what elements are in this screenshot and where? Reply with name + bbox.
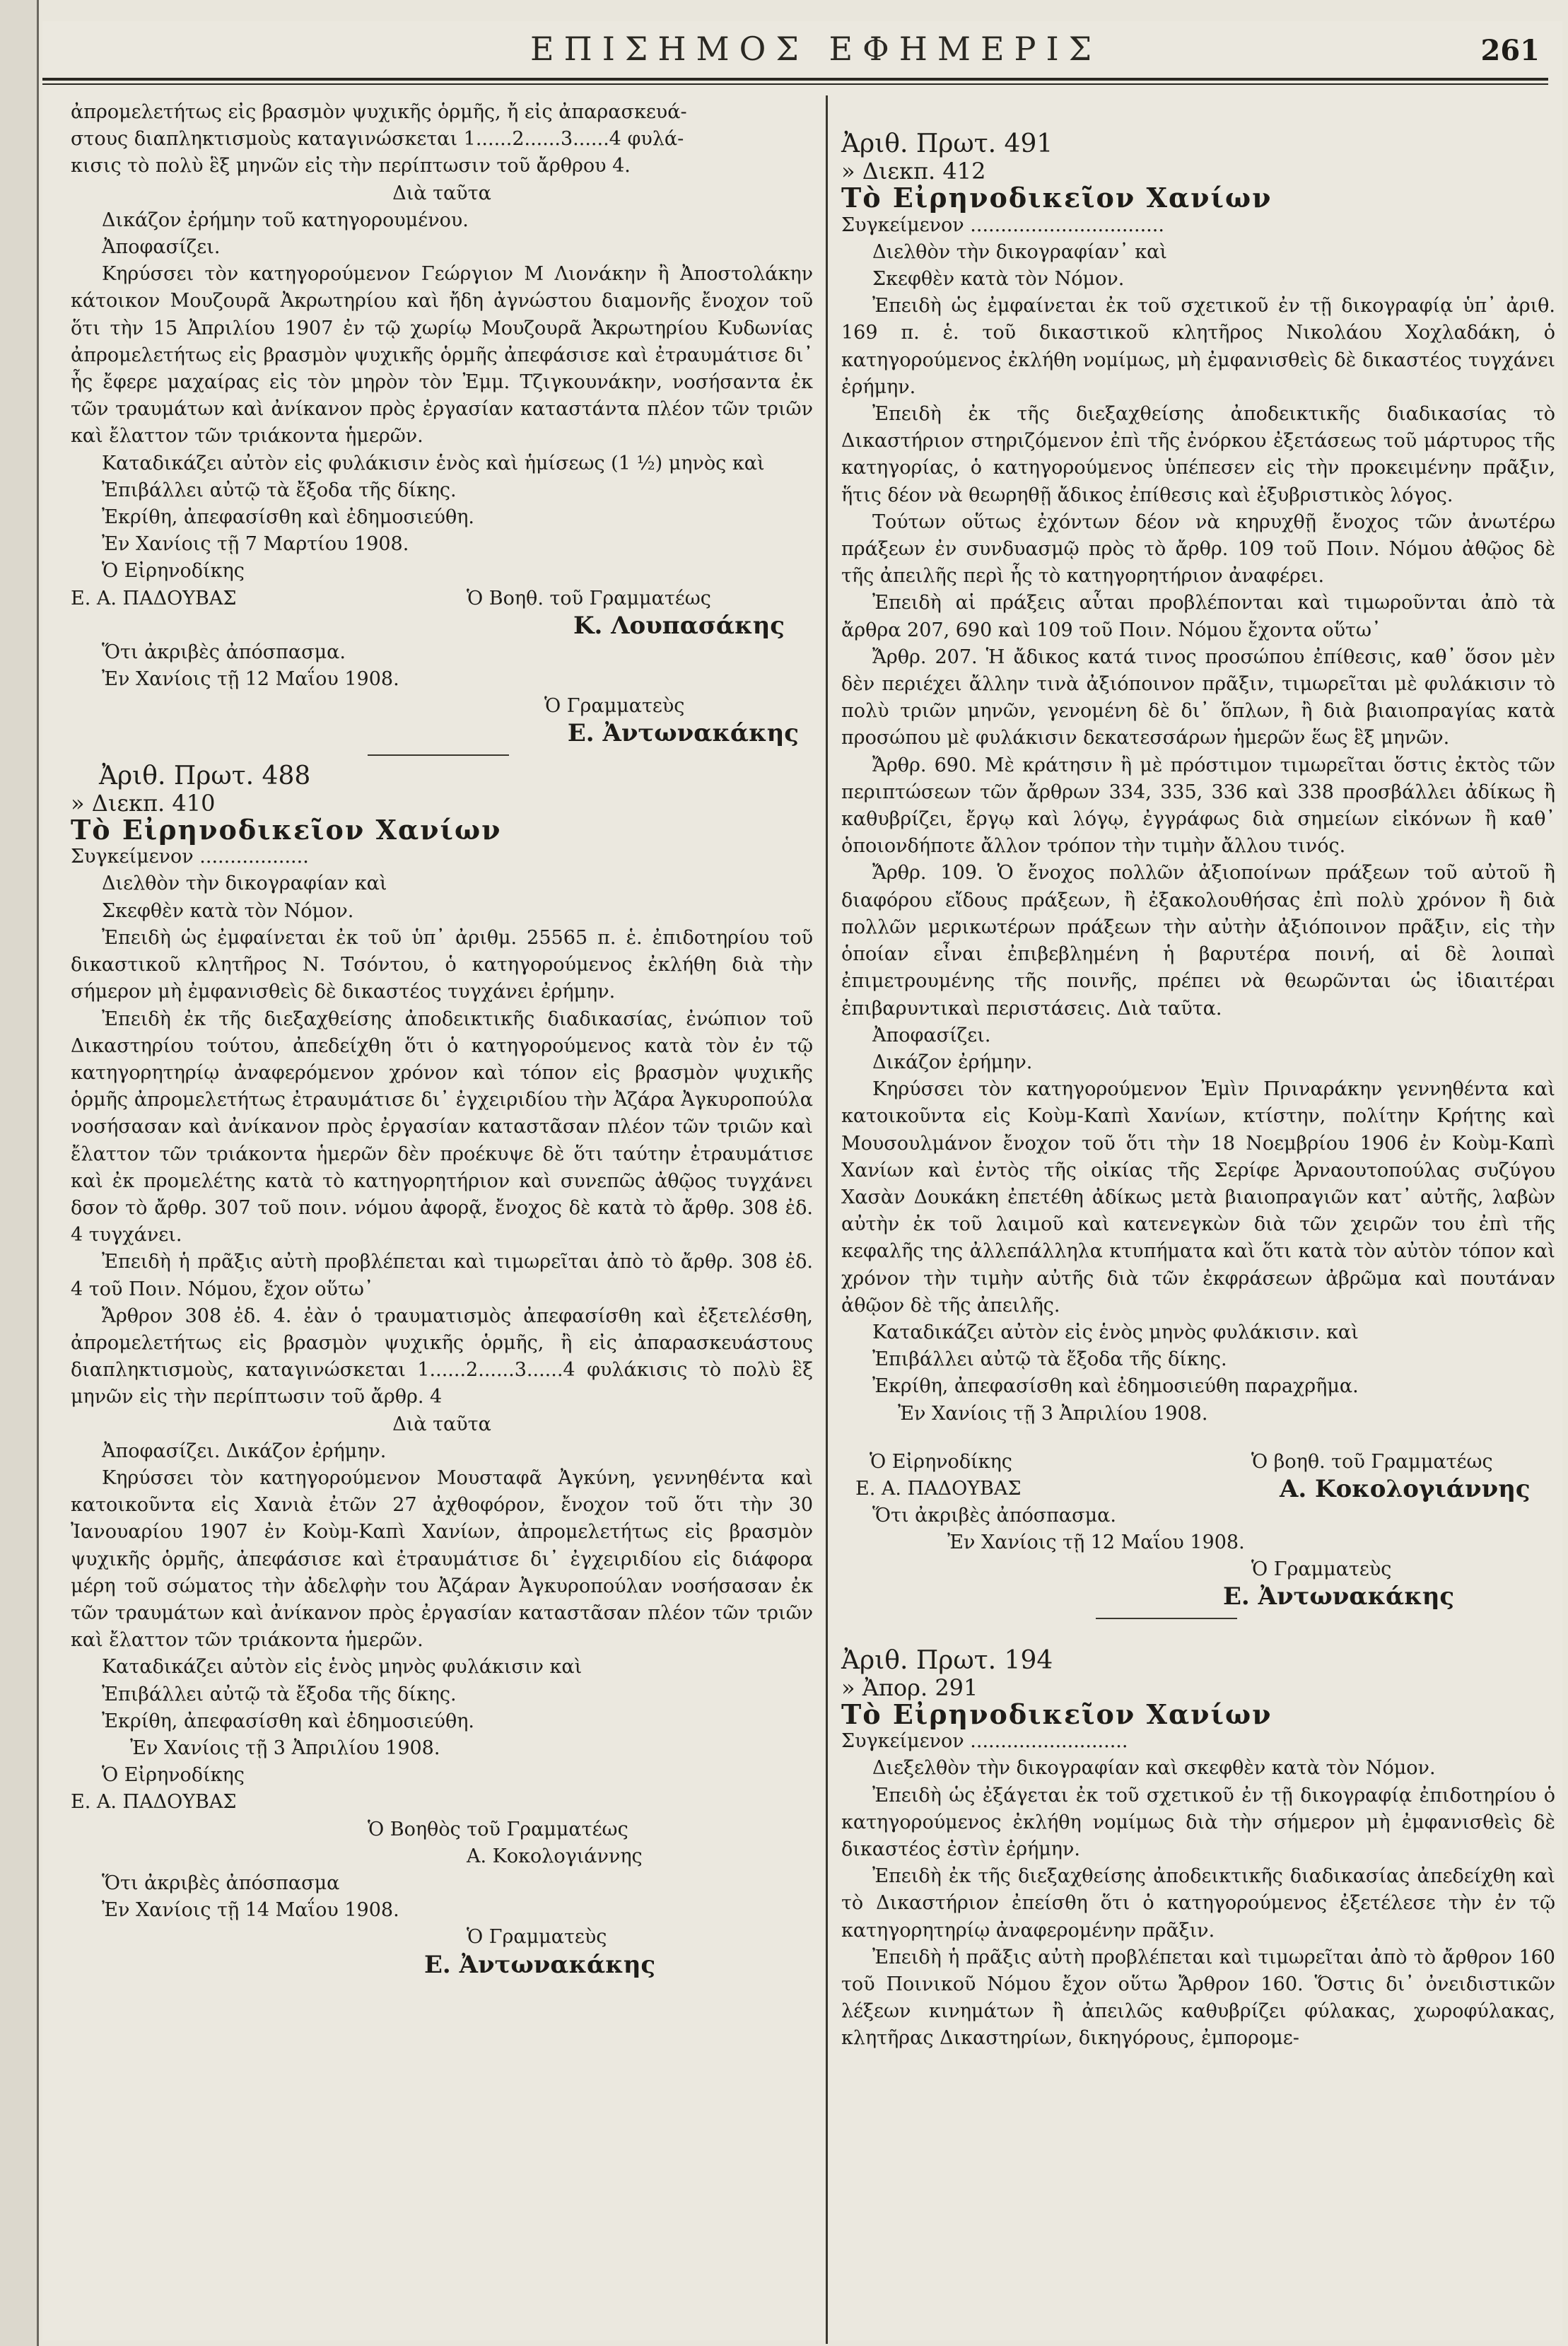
dispatch-number: » Διεκπ. 410: [71, 789, 216, 817]
judgment-paragraph: Ἐπειδὴ ὡς ἐξάγεται ἐκ τοῦ σχετικοῦ ἐν τῇ δικογραφίᾳ ἐπιδοτηρίου ὁ κατηγορούμενος ἐκλήθη νομίμως διὰ τὴν σήμερον μὴ ἐμφανισθεὶς δὲ δικαστέος ἐστὶν ἐρήμην.: [841, 1784, 1555, 1860]
dia-tauta: Διὰ ταῦτα: [392, 1413, 491, 1435]
judge-title: Ὁ Εἰρηνοδίκης: [102, 1764, 245, 1787]
reviewed: Διελθὸν τὴν δικογραφίαν καὶ: [102, 873, 387, 895]
judgment-paragraph: Ἐπειδὴ ἡ πρᾶξις αὐτὴ προβλέπεται καὶ τιμωρεῖται ἀπὸ τὸ ἄρθρ. 308 ἐδ. 4 τοῦ Ποιν. Νόμου, ἔχον οὕτω᾽: [71, 1251, 813, 1300]
section-separator: [1096, 1618, 1237, 1619]
binding-edge: [0, 0, 39, 2346]
judgment-paragraph: Κηρύσσει τὸν κατηγορούμενον Ἐμὶν Πριναράκην γεννηθέντα καὶ κατοικοῦντα εἰς Κοὺμ-Καπὶ Χανίων, κτίστην, πολίτην Κρήτης καὶ Μουσουλμάνον ἔνοχον τοῦ ὅτι τὴν 18 Νοεμβρίου 1906 ἐν Κοὺμ-Καπὶ Χανίων καὶ ἐντὸς τῆς οἰκίας τῆς Σερίφε Ἀρναουτοπούλας συζύγου Χασὰν Δουκάκη ἐπετέθη ἀδίκως μετὰ βιαιοπραγιῶν κατ᾽ αὐτῆς, λαβὼν αὐτὴν ἐκ τοῦ λαιμοῦ καὶ κατενεγκὼν διὰ τῶν χειρῶν του ἐπὶ τῆς κεφαλῆς της ἀλλεπάλληλα κτυπήματα καὶ ὅτι κατὰ τὸν αὐτὸν τόπον καὶ χρόνον τὴν τιμὴν αὐτῆς διὰ τῶν ἐκφράσεων ἀβρῶμα καὶ πουτάναν ἀθῷον δὲ τῆς ἀπειλῆς.: [841, 1078, 1555, 1317]
sentence: Καταδικάζει αὐτὸν εἰς ἑνὸς μηνὸς φυλάκισιν. καὶ: [872, 1321, 1359, 1343]
composed: Συγκείμενον ..........................: [841, 1730, 1128, 1753]
date-line: Ἐν Χανίοις τῇ 7 Μαρτίου 1908.: [102, 533, 409, 556]
judged: Ἐκρίθη, ἀπεφασίσθη καὶ ἐδημοσιεύθη.: [102, 506, 474, 529]
judgment-paragraph: Ἐπειδὴ αἱ πράξεις αὗται προβλέπονται καὶ τιμωροῦνται ἀπὸ τὰ ἄρθρα 207, 690 καὶ 109 τοῦ Ποιν. Νόμου ἔχοντα οὕτω᾽: [841, 592, 1555, 641]
spacer: [841, 1626, 1555, 1647]
page-header: [42, 25, 1548, 75]
signature-row: [841, 1476, 1555, 1502]
composed: Συγκείμενον ................................: [841, 214, 1164, 236]
page-number: 261: [1480, 34, 1540, 67]
secretary-name: Ε. Ἀντωνακάκης: [567, 719, 799, 748]
sentence: Καταδικάζει αὐτὸν εἰς φυλάκισιν ἑνὸς καὶ ἡμίσεως (1 ½) μηνὸς καὶ: [102, 452, 765, 474]
assistant-name: Α. Κοκολογιάννης: [467, 1845, 643, 1867]
judgment-paragraph: Ἄρθρ. 207. Ἡ ἄδικος κατά τινος προσώπου ἐπίθεσις, καθ᾽ ὅσον μὲν δὲν περιέχει ἄλλην τινὰ ἀξιόποινον πρᾶξιν, τιμωρεῖται μὲ φυλάκισιν τὸ πολὺ τριῶν μηνῶν, γενομένη δὲ δι᾽ ὅπλων, ἢ διὰ βιαιοπραγίας κατὰ προσώπου μὲ φυλάκισιν δεκατεσσάρων ἡμερῶν ἕως ἓξ μηνῶν.: [841, 646, 1555, 749]
spacer: [841, 1428, 1555, 1449]
protocol-number: Ἀριθ. Πρωτ. 488: [99, 761, 311, 790]
section-separator: [368, 754, 509, 756]
header-rule: [42, 78, 1548, 81]
judged: Ἐκρίθη, ἀπεφασίσθη καὶ ἐδημοσιεύθη.: [102, 1710, 474, 1732]
judgment-paragraph: Ἄρθρ. 690. Μὲ κράτησιν ἢ μὲ πρόστιμον τιμωρεῖται ὅστις ἐκτὸς τῶν περιπτώσεων τῶν ἄρθρων 334, 335, 336 καὶ 338 προσβάλλει ἀδίκως ἢ καθυβρίζει, ἔργῳ καὶ λόγῳ, ἐγγράφως διὰ σημείων εἰκόνων ἢ καθ᾽ ὁποιονδήποτε ἄλλον τρόπον τὴν τιμὴν ἄλλου τινός.: [841, 754, 1555, 858]
intro-line: κισις τὸ πολὺ ἓξ μηνῶν εἰς τὴν περίπτωσιν τοῦ ἄρθρου 4.: [71, 155, 631, 177]
copy-date: Ἐν Χανίοις τῇ 12 Μαΐου 1908.: [102, 668, 399, 691]
newspaper-title: ΕΠΙΣΗΜΟΣ ΕΦΗΜΕΡΙΣ: [530, 30, 1102, 68]
intro-line: στους διαπληκτισμοὺς καταγινώσκεται 1......2......3......4 φυλά-: [71, 128, 684, 151]
judgment-paragraph: Τούτων οὕτως ἐχόντων δέον νὰ κηρυχθῇ ἔνοχος τῶν ἀνωτέρω πράξεων ἐν συνδυασμῷ πρὸς τὸ ἄρθρ. 109 τοῦ Ποιν. Νόμου ἀθῷος δὲ τῆς ἀπειλῆς περὶ ἧς τὸ κατηγορητήριον ἀναφέρει.: [841, 510, 1555, 588]
composed: Συγκείμενον ..................: [71, 846, 309, 868]
date-line: Ἐν Χανίοις τῇ 3 Ἀπριλίου 1908.: [898, 1402, 1208, 1425]
judgment-paragraph: Ἐπειδὴ ἐκ τῆς διεξαχθείσης ἀποδεικτικῆς διαδικασίας, ἐνώπιον τοῦ Δικαστηρίου τούτου, ἀπεδείχθη ὅτι ὁ κατηγορούμενος κατὰ τὸν ἐν τῷ κατηγορητηρίῳ ἀναφερόμενον χρόνον καὶ τόπον εἰς βρασμὸν ψυχικῆς ὁρμῆς ἀπρομελετήτως ἐτραυμάτισε δι᾽ ἐγχειριδίου τὴν Ἀζάρα Ἀγκυροπούλα νοσήσασαν καὶ ἀνίκανον πρὸς ἐργασίαν καταστᾶσαν πλέον τῶν τριῶν καὶ ἔλαττον τῶν τριάκοντα ἡμερῶν δὲν προέκυψε δὲ ὅτι ταύτην ἐτραυμάτισε καὶ ἐκ προμελέτης κατὰ τὸ κατηγορητήριον καὶ συνεπῶς ἀθῷος τυγχάνει δσον τὸ ἄρθρ. 307 τοῦ ποιν. νόμου ἀφορᾷ, ἔνοχος δὲ κατὰ τὸ ἄρθρ. 308 ἐδ. 4 τυγχάνει.: [71, 1008, 813, 1247]
decision-number: » Ἀπορ. 291: [841, 1674, 978, 1701]
secretary-title: Ὁ Γραμματεὺς: [544, 695, 685, 718]
copy-note: Ὅτι ἀκριβὲς ἀπόσπασμα: [102, 1872, 340, 1894]
judgment-paragraph: Ἐπειδὴ ὡς ἐμφαίνεται ἐκ τοῦ ὑπ᾽ ἀριθμ. 25565 π. ἑ. ἐπιδοτηρίου τοῦ δικαστικοῦ κλητῆρος Ν. Τσόντου, ὁ κατηγορούμενος ἐκλήθη διὰ τὴν σήμερον μὴ ἐμφανισθεὶς δὲ δικαστέος τυγχάνει ἐρήμην.: [71, 926, 813, 1003]
judgment-paragraph: Ἐπειδὴ ἐκ τῆς διεξαχθείσης ἀποδεικτικῆς διαδικασίας ἀπεδείχθη καὶ τὸ Δικαστήριον ἐπείσθη ὅτι ὁ κατηγορούμενος ἐξετέλεσε τὴν ἐν τῷ κατηγορητηρίῳ ἀναφερομένην πρᾶξιν.: [841, 1865, 1555, 1942]
secretary-name: Ε. Ἀντωνακάκης: [424, 1950, 656, 1979]
date-line: Ἐν Χανίοις τῇ 3 Ἀπριλίου 1908.: [130, 1737, 440, 1759]
copy-date: Ἐν Χανίοις τῇ 14 Μαΐου 1908.: [102, 1899, 399, 1922]
right-column: [841, 131, 1555, 2053]
dikazon: Δικάζον ἐρήμην.: [872, 1051, 1033, 1073]
dia-tauta: Διὰ ταῦτα: [392, 182, 491, 204]
judge-name: Ε. Α. ΠΑΔΟΥΒΑΣ: [855, 1477, 1022, 1500]
copy-date: Ἐν Χανίοις τῇ 12 Μαΐου 1908.: [947, 1531, 1245, 1553]
apofasizei: Ἀποφασίζει.: [102, 236, 221, 259]
dispatch-number: » Διεκπ. 412: [841, 158, 986, 185]
protocol-number: Ἀριθ. Πρωτ. 491: [841, 129, 1053, 158]
assistant-title: Ὁ Βοηθὸς τοῦ Γραμματέως: [368, 1818, 628, 1840]
dikazon: Δικάζον ἐρήμην τοῦ κατηγορουμένου.: [102, 209, 469, 231]
judge-title: Ὁ Εἰρηνοδίκης: [870, 1450, 1012, 1473]
apofasizei: Ἀποφασίζει.: [872, 1024, 991, 1046]
judgment-paragraph: Ἐπειδὴ ὡς ἐμφαίνεται ἐκ τοῦ σχετικοῦ ἐν τῇ δικογραφίᾳ ὑπ᾽ ἀριθ. 169 π. ἑ. τοῦ δικαστικοῦ κλητῆρος Νικολάου Χοχλαδάκη, ὁ κατηγορούμενος ἐκλήθη νομίμως, μὴ ἐμφανισθεὶς δὲ δικαστέος τυγχάνει ἐρήμην.: [841, 295, 1555, 398]
assistant-name: Κ. Λουπασάκης: [573, 611, 785, 640]
judged: Ἐκρίθη, ἀπεφασίσθη καὶ ἐδημοσιεύθη παρaχρῆμα.: [872, 1375, 1359, 1398]
reviewed: Διελθὸν τὴν δικογραφίαν᾽ καὶ: [872, 240, 1167, 263]
secretary-title: Ὁ Γραμματεὺς: [1251, 1558, 1392, 1581]
court-heading: Τὸ Εἰρηνοδικεῖον Χανίων: [71, 814, 502, 846]
judgment-paragraph: Ἐπειδὴ ἐκ τῆς διεξαχθείσης ἀποδεικτικῆς διαδικασίας τὸ Δικαστήριον στηριζόμενον ἐπὶ τῆς ἐνόρκου ἐξετάσεως τοῦ μάρτυρος τῆς κατηγορίας, ὁ κατηγορούμενος ὑπέπεσεν εἰς τὴν προκειμένην πρᾶξιν, ἥτις δέον νὰ θεωρηθῇ ἄδικος ἐπίθεσις καὶ ἐξυβριστικὸς λόγος.: [841, 403, 1555, 506]
judgment-paragraph: Ἄρθρ. 109. Ὁ ἔνοχος πολλῶν ἀξιοποίνων πράξεων τοῦ αὐτοῦ ἢ διαφόρου εἴδους πράξεων, ἢ ἐξακολουθήσας ἐπὶ πολὺ χρόνον ἢ διὰ πολλῶν μερικωτέρων πράξεων τὴν αὐτὴν ἀξιόποινον πρᾶξιν, εἰς τὴν ὁποίαν εἶναι ἐπιβεβλημένη ἡ βαρυτέρα ποινή, αἱ δὲ λοιπαὶ ἐπιμετρουμένης τῆς ποινῆς, πρέπει νὰ θεωρῶνται ὡς ἰδιαιτέραι ἐπιβαρυντικαὶ περιστάσεις. Διὰ ταῦτα.: [841, 862, 1555, 1020]
judge-title: Ὁ Εἰρηνοδίκης: [102, 560, 245, 583]
court-heading: Τὸ Εἰρηνοδικεῖον Χανίων: [841, 1698, 1272, 1730]
assistant-title: Ὁ Βοηθ. τοῦ Γραμματέως: [467, 587, 711, 609]
considered: Σκεφθὲν κατὰ τὸν Νόμον.: [872, 268, 1125, 291]
considered: Σκεφθὲν κατὰ τὸν Νόμον.: [102, 899, 354, 922]
left-column: [71, 99, 813, 1978]
intro-line: ἀπρομελετήτως εἰς βρασμὸν ψυχικῆς ὁρμῆς, ἤ εἰς ἀπαρασκευά-: [71, 101, 687, 123]
signature-row: [71, 585, 813, 612]
protocol-number: Ἀριθ. Πρωτ. 194: [841, 1645, 1053, 1675]
judgment-paragraph: Κηρύσσει τὸν κατηγορούμενον Μουσταφᾶ Ἀγκύνη, γεννηθέντα καὶ κατοικοῦντα εἰς Χανιὰ ἐτῶν 27 ἀχθοφόρον, ἔνοχον τοῦ ὅτι τὴν 30 Ἰανουαρίου 1907 ἐν Κοὺμ-Καπὶ Χανίων, ἀπρομελετήτως εἰς βρασμὸν ψυχικῆς ὁρμῆς, ἀπεφάσισε καὶ ἐτραυμάτισε δι᾽ ἐγχειριδίου εἰς διάφορα μέρη τοῦ σώματος τὴν ἀδελφὴν του Ἀζάραν Ἀγκυροπούλαν νοσήσασαν ἐκ τῶν τραυμάτων καὶ ἀνίκανον πρὸς ἐργασίαν καταστᾶσαν πλέον τῶν τριῶν καὶ ἔλαττον τῶν τριάκοντα ἡμερῶν.: [71, 1466, 813, 1652]
header-rule-thin: [42, 83, 1548, 85]
costs: Ἐπιβάλλει αὐτῷ τὰ ἔξοδα τῆς δίκης.: [872, 1348, 1227, 1371]
court-heading: Τὸ Εἰρηνοδικεῖον Χανίων: [841, 182, 1272, 214]
copy-note: Ὅτι ἀκριβὲς ἀπόσπασμα.: [872, 1504, 1116, 1527]
copy-note: Ὅτι ἀκριβὲς ἀπόσπασμα.: [102, 641, 346, 663]
secretary-title: Ὁ Γραμματεὺς: [467, 1926, 607, 1949]
assistant-name: Α. Κοκολογιάννης: [1280, 1474, 1531, 1503]
signature-row: [841, 1449, 1555, 1476]
costs: Ἐπιβάλλει αὐτῷ τὰ ἔξοδα τῆς δίκης.: [102, 1683, 457, 1705]
apofasizei: Ἀποφασίζει. Δικάζον ἐρήμην.: [102, 1440, 387, 1462]
column-divider: [826, 95, 828, 2344]
judgment-paragraph: Κηρύσσει τὸν κατηγορούμενον Γεώργιον Μ Λιονάκην ἢ Ἀποστολάκην κάτοικον Μουζουρᾶ Ἀκρωτηρίου καὶ ἤδη ἀγνώστου διαμονῆς ἔνοχον τοῦ ὅτι τὴν 15 Ἀπριλίου 1907 ἐν τῷ χωρίῳ Μουζουρᾶ Ἀκρωτηρίου Κυδωνίας ἀπρομελετήτως εἰς βρασμὸν ψυχικῆς ὁρμῆς ἀπεφάσισε καὶ ἐτραυμάτισε δι᾽ ἧς ἔφερε μαχαίρας εἰς τὸν μηρὸν τὸν Ἐμμ. Τζιγκουνάκην, νοσήσαντα ἐκ τῶν τραυμάτων καὶ ἀνίκανον πρὸς ἐργασίαν καταστάντα πλέον τῶν τριῶν καὶ ἔλαττον τῶν τριάκοντα ἡμερῶν.: [71, 263, 813, 448]
costs: Ἐπιβάλλει αὐτῷ τὰ ἔξοδα τῆς δίκης.: [102, 479, 457, 501]
judgment-paragraph: Ἄρθρον 308 ἐδ. 4. ἐὰν ὁ τραυματισμὸς ἀπεφασίσθη καὶ ἐξετελέσθη, ἀπρομελετήτως εἰς βρασμὸν ψυχικῆς ὁρμῆς, ἢ εἰς ἀπαρασκευάστους διαπληκτισμοὺς, καταγινώσκεται 1......2......3......4 φυλάκισις τὸ πολὺ ἓξ μηνῶν εἰς τὴν περίπτωσιν τοῦ ἄρθρ. 4: [71, 1305, 813, 1408]
judge-name: Ε. Α. ΠΑΔΟΥΒΑΣ: [71, 1791, 237, 1814]
judge-name: Ε. Α. ΠΑΔΟΥΒΑΣ: [71, 587, 237, 609]
assistant-title: Ὁ βοηθ. τοῦ Γραμματέως: [1251, 1450, 1493, 1473]
secretary-name: Ε. Ἀντωνακάκης: [1223, 1582, 1455, 1611]
reviewed: Διεξελθὸν τὴν δικογραφίαν καὶ σκεφθὲν κατὰ τὸν Νόμον.: [872, 1757, 1436, 1780]
judgment-paragraph: Ἐπειδὴ ἡ πρᾶξις αὐτὴ προβλέπεται καὶ τιμωρεῖται ἀπὸ τὸ ἄρθρον 160 τοῦ Ποινικοῦ Νόμου ἔχον οὕτω Ἄρθρον 160. Ὅστις δι᾽ ὀνειδιστικῶν λέξεων κινημάτων ἢ ἀπειλῶς καθυβρίζει φύλακας, χωροφύλακας, κλητῆρας Δικαστηρίων, δικηγόρους, ἐμπορομε-: [841, 1946, 1555, 2050]
sentence: Καταδικάζει αὐτὸν εἰς ἑνὸς μηνὸς φυλάκισιν καὶ: [102, 1656, 583, 1679]
